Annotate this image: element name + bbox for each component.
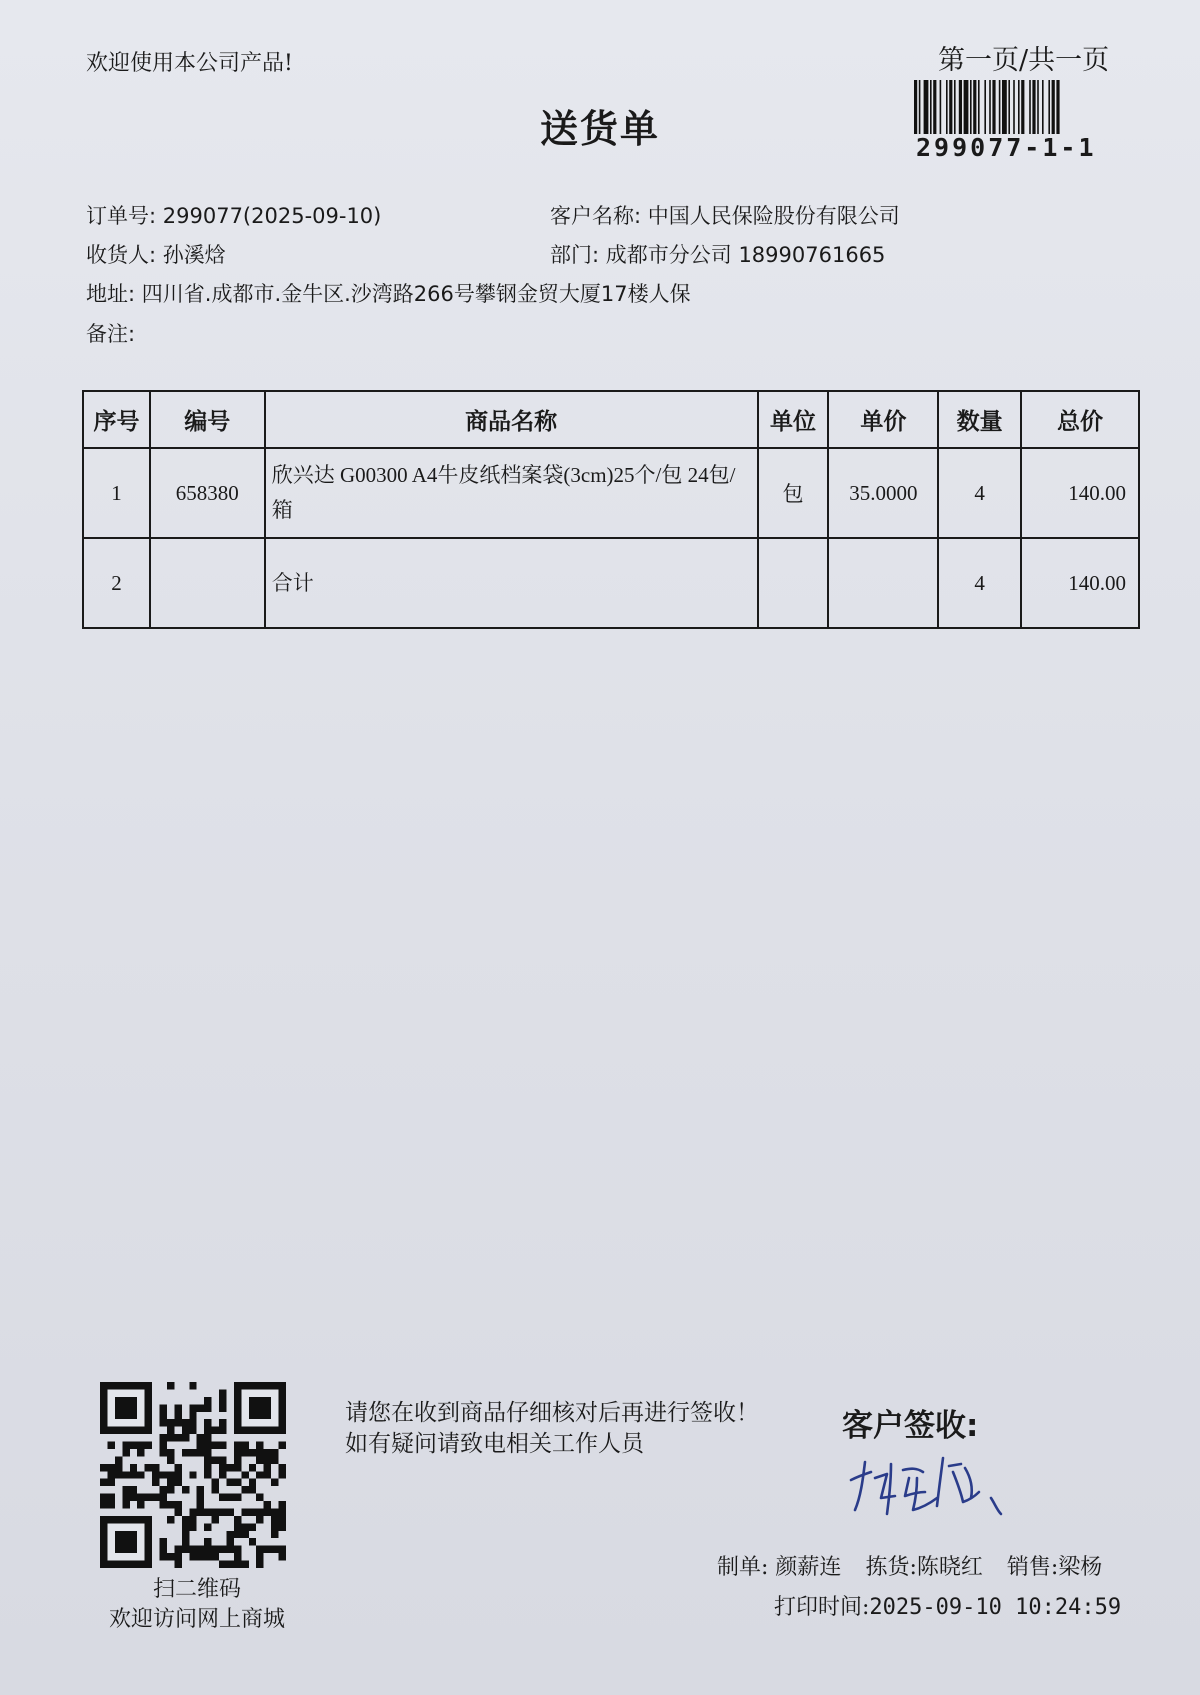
department-value: 成都市分公司 18990761665: [605, 243, 886, 267]
table-header-row: [83, 391, 1139, 448]
col-header-total: 总价: [1021, 391, 1139, 448]
order-number-value: 299077(2025-09-10): [162, 204, 382, 228]
address-value: 四川省.成都市.金牛区.沙湾路266号攀钢金贸大厦17楼人保: [141, 282, 691, 306]
receiver-field: [86, 239, 226, 269]
cell-unit-price: [828, 538, 938, 628]
items-table: [82, 390, 1140, 629]
customer-name-label: 客户名称:: [550, 204, 642, 228]
cell-seq: 2: [83, 538, 150, 628]
verification-notice: 请您在收到商品仔细核对后再进行签收！如有疑问请致电相关工作人员: [345, 1400, 759, 1457]
welcome-text: 欢迎使用本公司产品!: [86, 51, 293, 76]
receiver-value: 孙溪焓: [162, 243, 226, 267]
customer-name-field: [550, 200, 900, 230]
document-title: 送货单: [540, 107, 661, 151]
cell-total: 140.00: [1021, 448, 1139, 538]
picker-name: 陈晓红: [916, 1555, 983, 1580]
barcode-image: [914, 80, 1128, 134]
page-info: 第一页/共一页: [938, 45, 1110, 76]
cell-seq: 1: [83, 448, 150, 538]
barcode-number: 299077-1-1: [916, 133, 1097, 162]
qr-caption-line-2: 欢迎访问网上商城: [108, 1607, 285, 1632]
table-row-sum: [83, 538, 1139, 628]
cell-quantity: 4: [938, 538, 1021, 628]
qr-code-image: [100, 1382, 286, 1568]
print-time-label: 打印时间:: [774, 1595, 870, 1620]
col-header-price: 单价: [828, 391, 938, 448]
maker-label: 制单:: [717, 1555, 769, 1580]
table-row: [83, 448, 1139, 538]
order-number-label: 订单号:: [86, 204, 157, 228]
cell-product-name: 合计: [265, 538, 758, 628]
col-header-seq: 序号: [83, 391, 150, 448]
cell-code: [150, 538, 265, 628]
print-time-value: 2025-09-10 10:24:59: [869, 1595, 1122, 1620]
cell-quantity: 4: [938, 448, 1021, 538]
customer-name-value: 中国人民保险股份有限公司: [647, 204, 900, 228]
cell-code: 658380: [150, 448, 265, 538]
customer-signature-label: 客户签收:: [842, 1408, 979, 1444]
col-header-code: 编号: [150, 391, 265, 448]
cell-product-name: 欣兴达 G00300 A4牛皮纸档案袋(3cm)25个/包 24包/箱: [265, 448, 758, 538]
receiver-label: 收货人:: [86, 243, 157, 267]
col-header-unit: 单位: [758, 391, 829, 448]
cell-total: 140.00: [1021, 538, 1139, 628]
picker-label: 拣货:: [865, 1555, 917, 1580]
qr-caption-line-1: 扫二维码: [152, 1577, 241, 1602]
cell-unit: [758, 538, 829, 628]
handwritten-signature: [845, 1448, 1025, 1526]
maker-name: 颜薪连: [775, 1555, 842, 1580]
staff-info: [717, 1550, 1102, 1581]
col-header-qty: 数量: [938, 391, 1021, 448]
qr-caption: [92, 1575, 302, 1635]
department-field: [550, 239, 885, 269]
col-header-name: 商品名称: [265, 391, 758, 448]
cell-unit: 包: [758, 448, 829, 538]
address-label: 地址:: [86, 282, 136, 306]
department-label: 部门:: [550, 243, 600, 267]
remark-field: [86, 318, 135, 348]
cell-unit-price: 35.0000: [828, 448, 938, 538]
remark-label: 备注:: [86, 322, 136, 346]
sales-label: 销售:: [1006, 1555, 1059, 1580]
sales-name: 梁杨: [1058, 1555, 1103, 1580]
order-number-field: [86, 200, 381, 230]
address-field: [86, 278, 691, 308]
print-time: [774, 1590, 1121, 1621]
